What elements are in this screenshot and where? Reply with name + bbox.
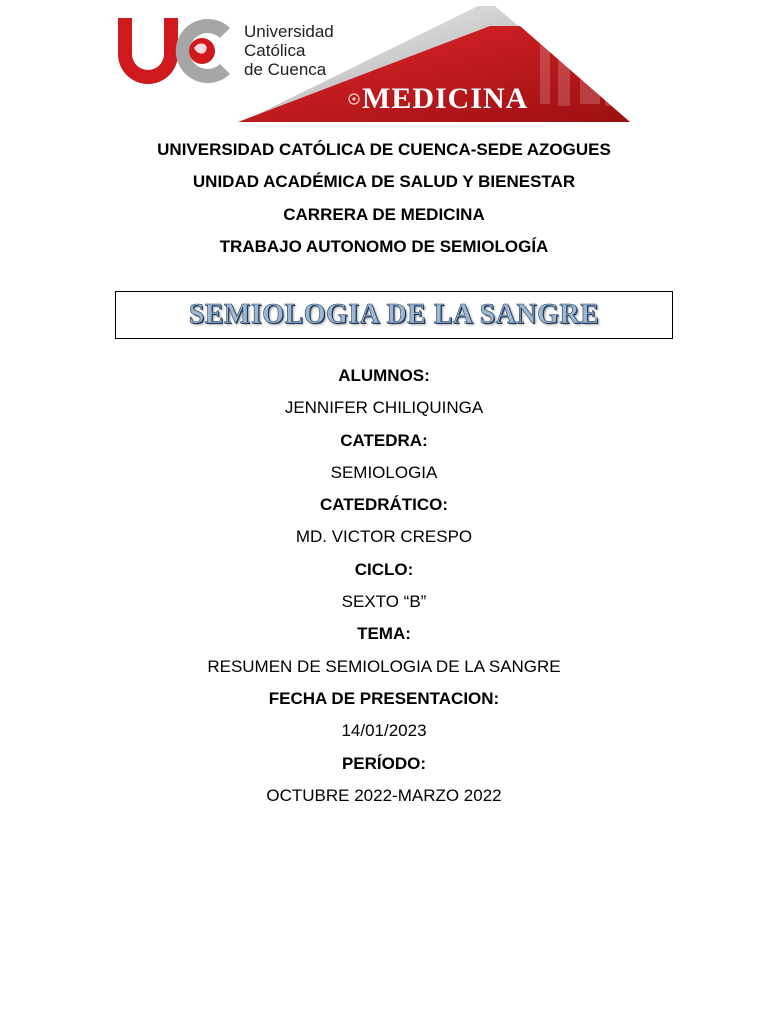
field-label-professor: CATEDRÁTICO: <box>319 495 449 515</box>
field-value-date: 14/01/2023 <box>341 721 427 741</box>
uc-logo-icon <box>118 18 230 84</box>
field-label-period: PERÍODO: <box>341 753 427 773</box>
field-value-students: JENNIFER CHILIQUINGA <box>284 398 484 418</box>
field-value-course: SEMIOLOGIA <box>330 462 438 482</box>
field-value-cycle: SEXTO “B” <box>341 592 427 612</box>
field-label-topic: TEMA: <box>357 624 411 644</box>
document-title: SEMIOLOGIA DE LA SANGRE <box>188 299 600 330</box>
field-label-course: CATEDRA: <box>340 430 428 450</box>
university-medicine-banner <box>110 4 640 126</box>
document-title-box <box>115 291 673 339</box>
institution-headings <box>0 138 768 267</box>
heading-university: UNIVERSIDAD CATÓLICA DE CUENCA-SEDE AZOGUES <box>157 140 611 159</box>
field-value-topic: RESUMEN DE SEMIOLOGIA DE LA SANGRE <box>207 656 561 676</box>
field-label-date: FECHA DE PRESENTACION: <box>268 688 500 708</box>
logo-text-line3: de Cuenca <box>244 60 327 79</box>
cover-fields <box>0 362 768 814</box>
banner-medicina-text: MEDICINA <box>362 82 529 115</box>
heading-assignment: TRABAJO AUTONOMO DE SEMIOLOGÍA <box>219 236 549 256</box>
logo-text-line2: Católica <box>244 41 306 60</box>
logo-text-line1: Universidad <box>244 22 334 41</box>
heading-career: CARRERA DE MEDICINA <box>283 204 485 224</box>
field-value-period: OCTUBRE 2022-MARZO 2022 <box>266 785 502 805</box>
field-label-students: ALUMNOS: <box>338 366 430 385</box>
heading-academic-unit: UNIDAD ACADÉMICA DE SALUD Y BIENESTAR <box>192 172 576 192</box>
field-label-cycle: CICLO: <box>354 559 414 579</box>
field-value-professor: MD. VICTOR CRESPO <box>295 527 473 547</box>
